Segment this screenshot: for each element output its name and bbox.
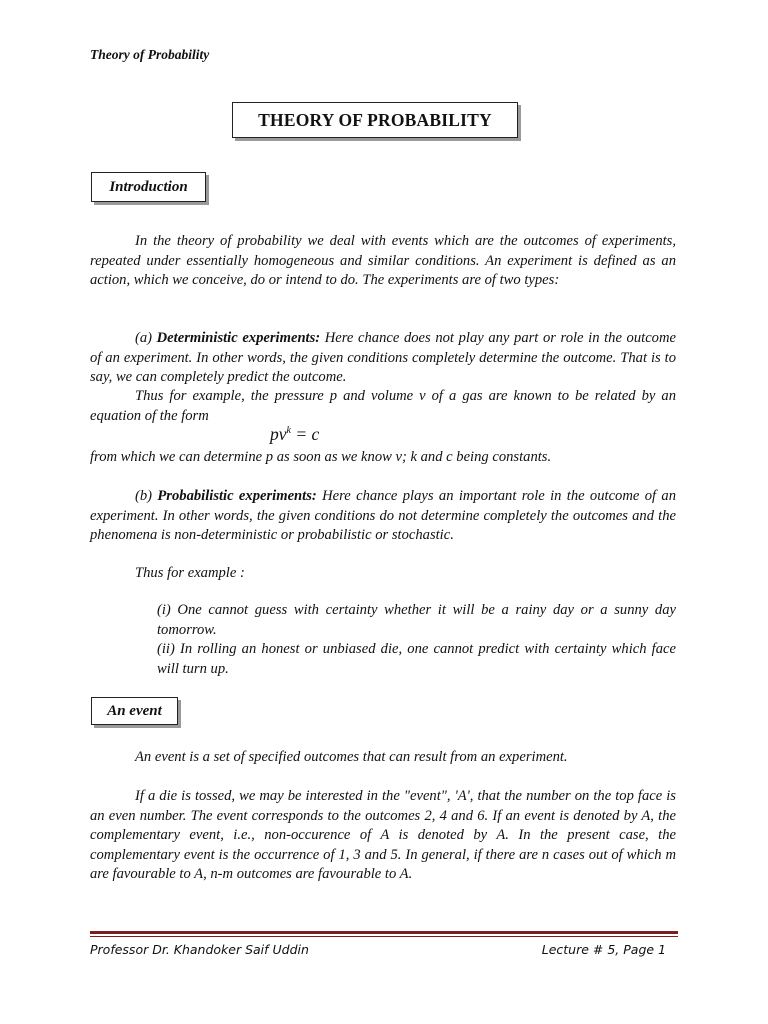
probabilistic-text: Here chance plays an important role in the outcome of an experiment. In other words, the given conditions do not determine completely the outcomes and the phenomena is non-deterministic or probabilistic or stochastic. — [90, 488, 677, 543]
probabilistic-prefix: (b) — [135, 488, 158, 504]
deterministic-prefix: (a) — [135, 330, 157, 346]
footer-page-number: Lecture # 5, Page 1 — [541, 942, 666, 957]
running-header: Theory of Probability — [90, 47, 210, 62]
section-heading-introduction: Introduction — [91, 172, 206, 202]
footer-divider — [90, 931, 678, 934]
footer-author: Professor Dr. Khandoker Saif Uddin — [90, 942, 309, 957]
example-list-item: (ii) In rolling an honest or unbiased die, one cannot predict with certainty which face will turn up. — [157, 641, 676, 677]
event-definition: An event is a set of specified outcomes that can result from an experiment. — [135, 749, 568, 765]
footer-divider-thin — [90, 936, 678, 937]
probabilistic-term: Probabilistic experiments: — [157, 488, 317, 504]
section-heading-event: An event — [91, 697, 178, 725]
deterministic-term: Deterministic experiments: — [156, 330, 321, 346]
formula-base: pv — [270, 424, 287, 444]
example-intro-text: Thus for example : — [135, 565, 245, 581]
formula — [270, 424, 319, 445]
page-title: THEORY OF PROBABILITY — [232, 102, 518, 138]
event-paragraph: If a die is tossed, we may be interested in the "event", 'A', that the number on the top face is an even number. The event corresponds to the outcomes 2, 4 and 6. If an event is denoted by A, the complementary event, i.e., non-occurence of A is denoted by A. In the present case, the complementary event is the occurrence of 1, 3 and 5. In general, if there are n cases out of which m are favourable to A, n-m outcomes are favourable to A. — [90, 788, 676, 882]
after-formula-text: from which we can determine p as soon as we know v; k and c being constants. — [90, 449, 552, 465]
intro-paragraph: In the theory of probability we deal with events which are the outcomes of experiments, repeated under essentially homogeneous and similar conditions. An experiment is defined as an action, which we conceive, do or intend to do. The experiments are of two types: — [90, 233, 676, 288]
formula-rest: = c — [290, 424, 320, 444]
example-gas-paragraph: Thus for example, the pressure p and volume v of a gas are known to be related by an equation of the form — [90, 388, 676, 424]
deterministic-text: Here chance does not play any part or role in the outcome of an experiment. In other words, the given conditions completely determine the outcome. That is to say, we can completely predict the outcome. — [90, 330, 676, 385]
deterministic-paragraph — [90, 329, 676, 388]
example-list-item: (i) One cannot guess with certainty whether it will be a rainy day or a sunny day tomorrow. — [157, 602, 676, 638]
formula-exponent: k — [286, 425, 291, 436]
probabilistic-paragraph — [90, 487, 676, 546]
